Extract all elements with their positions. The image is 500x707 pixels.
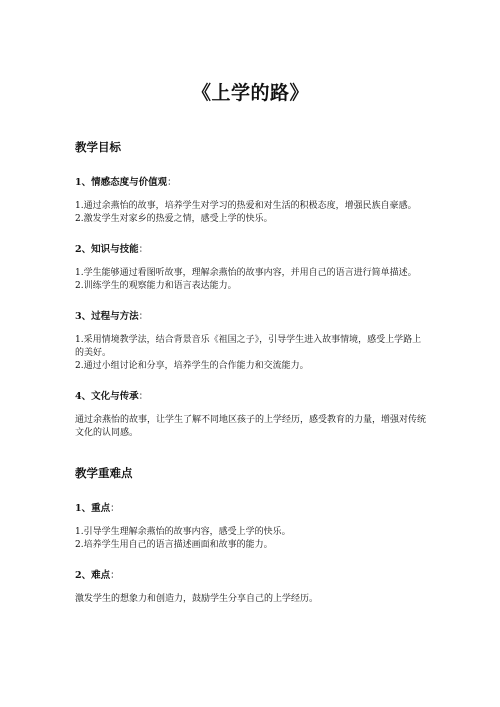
paragraph-group xyxy=(75,526,426,552)
subsection-heading: 1、重点： xyxy=(75,503,120,514)
paragraph: 1.引导学生理解余燕怡的故事内容，感受上学的快乐。 xyxy=(75,527,291,537)
paragraph: 激发学生的想象力和创造力，鼓励学生分享自己的上学经历。 xyxy=(75,594,319,604)
paragraph: 2.培养学生用自己的语言描述画面和故事的能力。 xyxy=(75,540,273,550)
section-teaching-objectives xyxy=(75,139,426,440)
paragraph-group xyxy=(75,593,426,606)
paragraph: 2.激发学生对家乡的热爱之情，感受上学的快乐。 xyxy=(75,214,273,224)
subsection-heading: 2、知识与技能： xyxy=(75,244,149,255)
paragraph: 1.学生能够通过看图听故事，理解余燕怡的故事内容，并用自己的语言进行简单描述。 xyxy=(75,268,417,278)
paragraph-group xyxy=(75,267,426,293)
paragraph: 通过余燕怡的故事，让学生了解不同地区孩子的上学经历，感受教育的力量，增强对传统文化的认同感。 xyxy=(75,415,427,438)
document-title: 《上学的路》 xyxy=(191,82,309,104)
paragraph: 2.通过小组讨论和分享，培养学生的合作能力和交流能力。 xyxy=(75,361,309,371)
paragraph: 2.训练学生的观察能力和语言表达能力。 xyxy=(75,281,237,291)
subsection-heading: 3、过程与方法： xyxy=(75,311,149,322)
section-heading: 教学目标 xyxy=(75,140,121,154)
paragraph-group xyxy=(75,334,426,373)
paragraph: 1.通过余燕怡的故事，培养学生对学习的热爱和对生活的积极态度，增强民族自豪感。 xyxy=(75,201,417,211)
subsection-heading: 2、难点： xyxy=(75,570,120,581)
subsection-heading: 1、情感态度与价值观： xyxy=(75,177,177,188)
paragraph-group xyxy=(75,200,426,226)
paragraph-group xyxy=(75,414,426,440)
subsection-heading: 4、文化与传承： xyxy=(75,391,149,402)
section-heading: 教学重难点 xyxy=(75,466,133,480)
paragraph: 1.采用情境教学法，结合背景音乐《祖国之子》，引导学生进入故事情境，感受上学路上的美好。 xyxy=(75,335,422,358)
section-key-difficult-points xyxy=(75,465,426,606)
